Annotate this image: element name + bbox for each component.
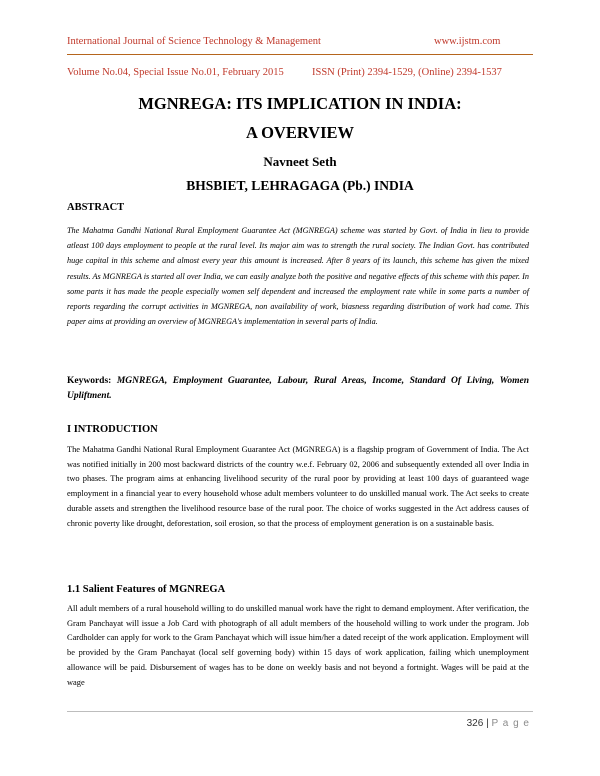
introduction-text: The Mahatma Gandhi National Rural Employment Guarantee Act (MGNREGA) is a flagship program of Government of India. The Act was notified initially in 200 most backward districts of the country w.e.f. February 02, 2006 and subsequently extended all over India in two phases. The program aims at enhancing livelihood security of the rural poor by providing at least 100 days of guaranteed wage employment in a financial year to every household whose adult members volunteer to do unskilled manual work. The Act seeks to create durable assets and strengthen the livelihood resource base of the rural poor. The choice of works suggested in the Act address causes of chronic poverty like drought, deforestation, soil erosion, so that the process of employment generation is on a sustainable basis.	[67, 445, 529, 528]
paper-author: Navneet Seth	[263, 154, 337, 169]
paper-title-line1: MGNREGA: ITS IMPLICATION IN INDIA:	[138, 94, 462, 113]
features-text: All adult members of a rural household willing to do unskilled manual work have the right to demand employment. After verification, the Gram Panchayat will issue a Job Card with photograph of all adult members of the household willing to work under the program. Job Cardholder can apply for work to the Gram Panchayat which will issue him/her a dated receipt of the work application. Employment will be provided by the Gram Panchayat (local self governing body) within 15 days of work application, failing which unemployment allowance will be paid. Disbursement of wages has to be done on weekly basis and not beyond a fortnight. Wages will be paid at the wage	[67, 604, 529, 687]
keywords	[67, 374, 529, 404]
volume-info: Volume No.04, Special Issue No.01, February 2015	[67, 67, 284, 78]
keywords-label: Keywords:	[67, 376, 112, 386]
page-footer	[467, 718, 530, 729]
journal-name: International Journal of Science Technology & Management	[67, 36, 321, 47]
journal-website[interactable]: www.ijstm.com	[434, 36, 501, 47]
paper-affiliation: BHSBIET, LEHRAGAGA (Pb.) INDIA	[186, 178, 414, 193]
introduction-heading: I INTRODUCTION	[67, 424, 158, 435]
page-separator: |	[486, 718, 489, 729]
footer-divider	[67, 711, 533, 712]
header-divider	[67, 54, 533, 55]
features-heading: 1.1 Salient Features of MGNREGA	[67, 584, 226, 595]
paper-title-line2: A OVERVIEW	[245, 123, 355, 142]
keywords-text: MGNREGA, Employment Guarantee, Labour, Rural Areas, Income, Standard Of Living, Women Upliftment.	[67, 376, 529, 401]
page-label: P a g e	[491, 718, 530, 729]
abstract-text: The Mahatma Gandhi National Rural Employment Guarantee Act (MGNREGA) scheme was started by Govt. of India in lieu to provide atleast 100 days employment to people at the rural level. Its major aim was to strength the rural society. The Indian Govt. has contributed huge capital in this scheme and almost every year this amount is increased. After 8 years of its launch, this scheme has given the mixed results. As MGNREGA is started all over India, we can easily analyze both the positive and negative effects of this scheme with this paper. In some parts it has made the people especially women self dependent and increased the employment rate while in some parts a number of reports regarding the corrupt activities in MGNREGA, non availability of work, biasness regarding distribution of work had come. This paper aims at providing an overview of MGNREGA's implementation in several parts of India.	[67, 226, 529, 327]
abstract-heading: ABSTRACT	[67, 202, 125, 213]
issn-info: ISSN (Print) 2394-1529, (Online) 2394-1537	[312, 67, 502, 78]
page-number: 326	[466, 718, 484, 729]
